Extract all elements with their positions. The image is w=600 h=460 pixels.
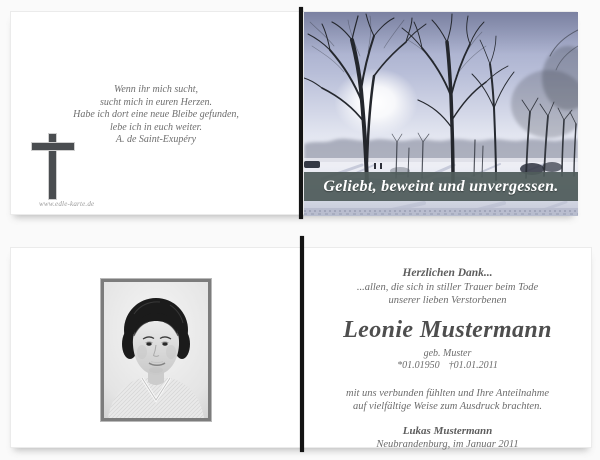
thanks-intro-line: unserer lieben Verstorbenen: [388, 294, 507, 306]
top-card-inside-left: [11, 12, 301, 214]
website-url: www.edle-karte.de: [39, 200, 95, 208]
winter-photo: [304, 12, 578, 216]
death-date: †01.01.2011: [448, 360, 498, 371]
thanks-body-line: mit uns verbunden fühlten und Ihre Anteilnahme: [346, 388, 549, 399]
bottom-card-inside-right: [304, 248, 591, 450]
top-card-spine-divider: [299, 7, 303, 219]
top-card-spread[interactable]: [10, 11, 577, 215]
cross-horizontal-bar: [32, 143, 74, 150]
cover-title-banner: Geliebt, beweint und unvergessen.: [304, 172, 578, 201]
life-dates: [304, 360, 591, 372]
bottom-card-spine-divider: [300, 236, 304, 452]
birth-date: *01.01950: [397, 360, 440, 371]
poem-author: A. de Saint-Exupéry: [115, 134, 197, 145]
portrait-illustration: [104, 282, 208, 418]
poem-line: sucht mich in euren Herzen.: [99, 96, 213, 108]
place-and-date: Neubrandenburg, im Januar 2011: [376, 439, 519, 450]
signature-name: Lukas Mustermann: [402, 425, 493, 437]
thanks-body-line: auf vielfältige Weise zum Ausdruck brachten.: [353, 401, 542, 412]
deceased-name: Leonie Mustermann: [343, 317, 552, 343]
poem-line: Wenn ihr mich sucht,: [113, 84, 199, 95]
thanks-heading: Herzlichen Dank...: [402, 267, 493, 279]
maiden-name: geb. Muster: [423, 348, 472, 359]
bottom-card-inside-left: [11, 248, 304, 447]
thanks-intro-line: ...allen, die sich in stiller Trauer beim Tode: [356, 282, 539, 293]
poem-line: lebe ich in euch weiter.: [110, 121, 202, 133]
poem-line: Habe ich dort eine neue Bleibe gefunden,: [73, 109, 239, 120]
portrait-photo: [101, 279, 211, 421]
